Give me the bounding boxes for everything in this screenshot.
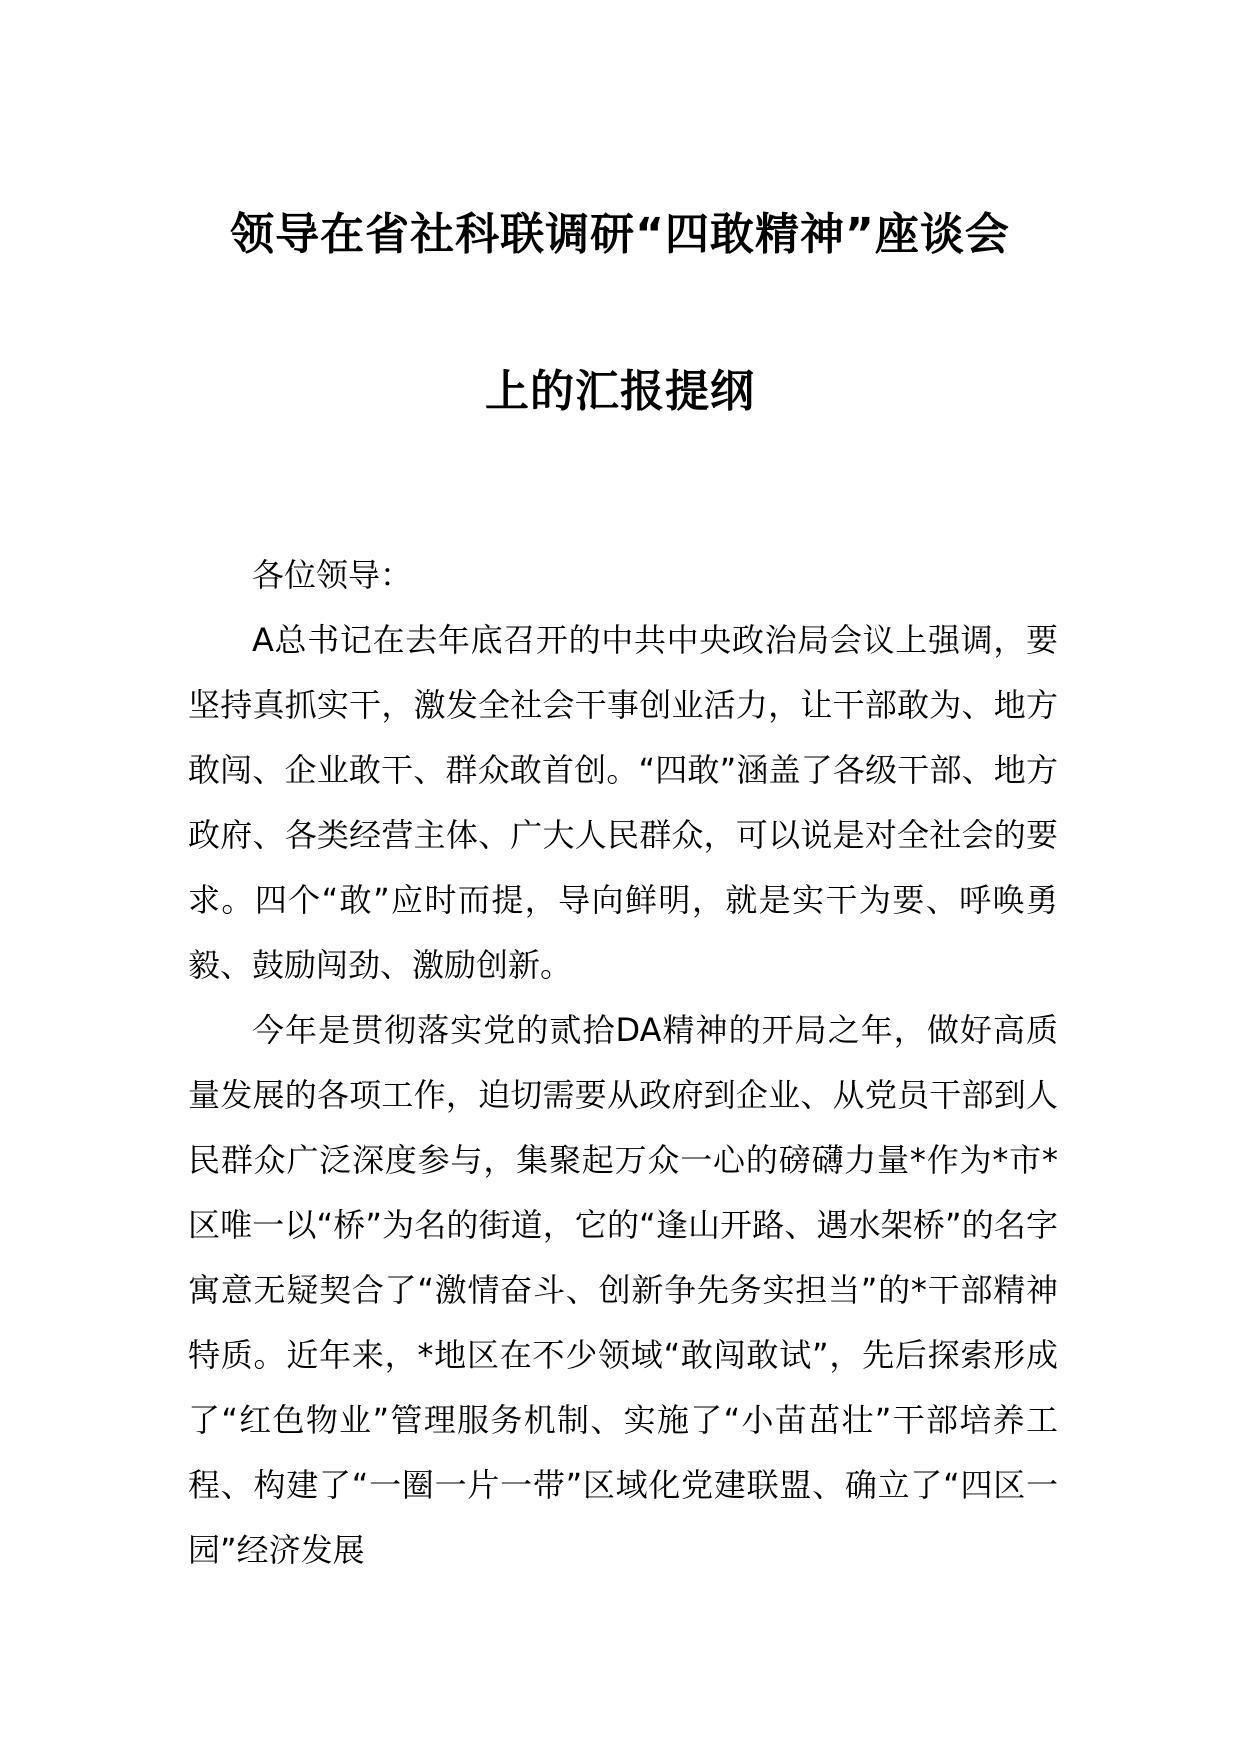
greeting: 各位领导：	[252, 556, 413, 594]
document-title-line-2: 上的汇报提纲	[485, 366, 755, 417]
paragraph-1: A总书记在去年底召开的中共中央政治局会议上强调，要坚持真抓实干，激发全社会干事创业活力，让干部敢为、地方敢闯、企业敢干、群众敢首创。“四敢”涵盖了各级干部、地方政府、各类经营主体、广大人民群众，可以说是对全社会的要求。四个“敢”应时而提，导向鲜明，就是实干为要、呼唤勇毅、鼓励闯劲、激励创新。	[188, 621, 1058, 984]
paragraph-2: 今年是贯彻落实党的贰拾DA精神的开局之年，做好高质量发展的各项工作，迫切需要从政府到企业、从党员干部到人民群众广泛深度参与，集聚起万众一心的磅礴力量*作为*市*区唯一以“桥”为名的街道，它的“逢山开路、遇水架桥”的名字寓意无疑契合了“激情奋斗、创新争先务实担当”的*干部精神特质。近年来，*地区在不少领域“敢闯敢试”，先后探索形成了“红色物业”管理服务机制、实施了“小苗茁壮”干部培养工程、构建了“一圈一片一带”区域化党建联盟、确立了“四区一园”经济发展	[188, 1011, 1058, 1569]
document-title-line-1: 领导在省社科联调研“四敢精神”座谈会	[230, 209, 1010, 260]
